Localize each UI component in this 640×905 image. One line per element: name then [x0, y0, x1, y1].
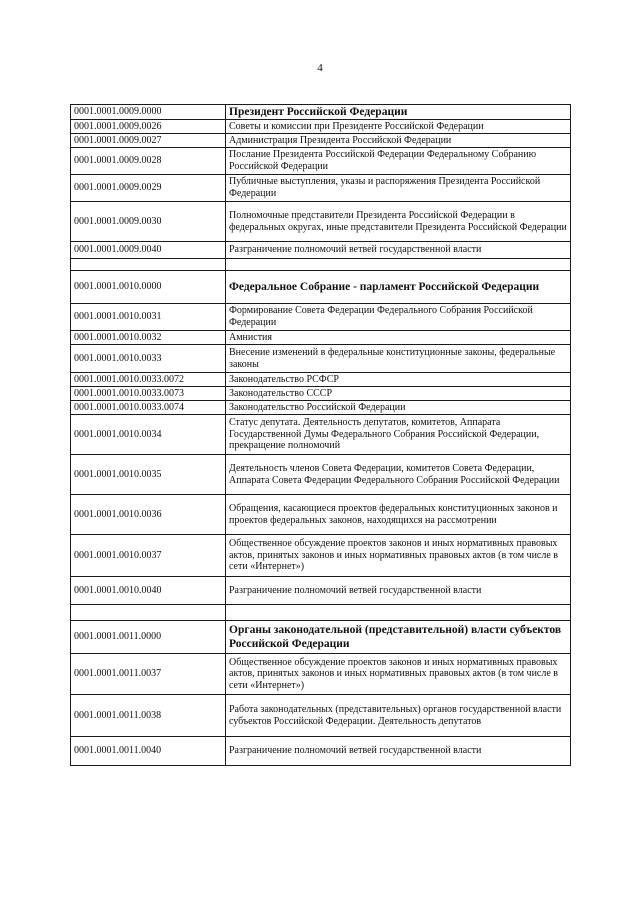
rubric-name: Деятельность членов Совета Федерации, комитетов Совета Федерации, Аппарата Совета Федерации Федерального Собрания Российской Федерации	[226, 455, 571, 495]
blank-row	[71, 259, 571, 271]
page-number: 4	[317, 62, 323, 74]
rubric-name: Разграничение полномочий ветвей государственной власти	[226, 242, 571, 259]
rubric-name	[226, 259, 571, 271]
rubric-code: 0001.0001.0010.0031	[71, 304, 226, 331]
table-row	[71, 737, 571, 766]
rubric-name: Работа законодательных (представительных) органов государственной власти субъектов Российской Федерации. Деятельность депутатов	[226, 695, 571, 737]
rubric-name: Обращения, касающиеся проектов федеральных конституционных законов и проектов федеральных законов, находящихся на рассмотрении	[226, 495, 571, 535]
rubric-code: 0001.0001.0011.0038	[71, 695, 226, 737]
rubric-code: 0001.0001.0009.0029	[71, 175, 226, 202]
rubric-code: 0001.0001.0009.0040	[71, 242, 226, 259]
rubric-code: 0001.0001.0010.0033.0074	[71, 401, 226, 415]
section-title: Президент Российской Федерации	[226, 105, 571, 120]
rubric-code: 0001.0001.0009.0027	[71, 134, 226, 148]
rubric-name: Законодательство РСФСР	[226, 373, 571, 387]
rubric-code: 0001.0001.0010.0033.0073	[71, 387, 226, 401]
rubric-name: Администрация Президента Российской Федерации	[226, 134, 571, 148]
table-row	[71, 304, 571, 331]
rubric-name: Общественное обсуждение проектов законов и иных нормативных правовых актов, принятых законов и иных нормативных правовых актов (в том числе в сети «Интернет»)	[226, 654, 571, 695]
table-row	[71, 455, 571, 495]
rubric-name: Амнистия	[226, 331, 571, 345]
table-row	[71, 577, 571, 605]
table-row	[71, 120, 571, 134]
rubric-name: Полномочные представители Президента Российской Федерации в федеральных округах, иные представители Президента Российской Федерации	[226, 202, 571, 242]
table-row	[71, 134, 571, 148]
rubric-code: 0001.0001.0009.0000	[71, 105, 226, 120]
rubric-name: Статус депутата. Деятельность депутатов, комитетов, Аппарата Государственной Думы Федерального Собрания Российской Федерации, прекращение полномочий	[226, 415, 571, 455]
rubric-name	[226, 605, 571, 621]
table-row	[71, 654, 571, 695]
rubric-code: 0001.0001.0010.0040	[71, 577, 226, 605]
rubric-code: 0001.0001.0010.0035	[71, 455, 226, 495]
section-title: Органы законодательной (представительной) власти субъектов Российской Федерации	[226, 621, 571, 654]
rubric-name: Формирование Совета Федерации Федерального Собрания Российской Федерации	[226, 304, 571, 331]
table-row	[71, 331, 571, 345]
section-heading-row	[71, 105, 571, 120]
rubric-name: Законодательство СССР	[226, 387, 571, 401]
rubric-table	[70, 104, 571, 766]
table-row	[71, 695, 571, 737]
rubric-code: 0001.0001.0009.0028	[71, 148, 226, 175]
table-row	[71, 535, 571, 577]
rubric-code: 0001.0001.0010.0033	[71, 345, 226, 373]
table-row	[71, 202, 571, 242]
table-row	[71, 242, 571, 259]
rubric-name: Послание Президента Российской Федерации Федеральному Собранию Российской Федерации	[226, 148, 571, 175]
table-row	[71, 387, 571, 401]
rubric-code: 0001.0001.0010.0032	[71, 331, 226, 345]
table-row	[71, 148, 571, 175]
section-heading-row	[71, 271, 571, 304]
rubric-code: 0001.0001.0010.0037	[71, 535, 226, 577]
rubric-code	[71, 605, 226, 621]
rubric-name: Разграничение полномочий ветвей государственной власти	[226, 737, 571, 766]
rubric-code: 0001.0001.0011.0037	[71, 654, 226, 695]
rubric-code: 0001.0001.0009.0026	[71, 120, 226, 134]
rubric-name: Общественное обсуждение проектов законов и иных нормативных правовых актов, принятых законов и иных нормативных правовых актов (в том числе в сети «Интернет»)	[226, 535, 571, 577]
rubric-code: 0001.0001.0010.0034	[71, 415, 226, 455]
table-row	[71, 373, 571, 387]
rubric-name: Внесение изменений в федеральные конституционные законы, федеральные законы	[226, 345, 571, 373]
rubric-name: Законодательство Российской Федерации	[226, 401, 571, 415]
blank-row	[71, 605, 571, 621]
rubric-code: 0001.0001.0010.0036	[71, 495, 226, 535]
rubric-code: 0001.0001.0010.0000	[71, 271, 226, 304]
rubric-code: 0001.0001.0011.0040	[71, 737, 226, 766]
section-heading-row	[71, 621, 571, 654]
rubric-name: Советы и комиссии при Президенте Российской Федерации	[226, 120, 571, 134]
rubric-code	[71, 259, 226, 271]
table-row	[71, 415, 571, 455]
table-row	[71, 495, 571, 535]
rubric-code: 0001.0001.0009.0030	[71, 202, 226, 242]
section-title: Федеральное Собрание - парламент Российской Федерации	[226, 271, 571, 304]
table-row	[71, 175, 571, 202]
table-row	[71, 401, 571, 415]
rubric-code: 0001.0001.0011.0000	[71, 621, 226, 654]
rubric-code: 0001.0001.0010.0033.0072	[71, 373, 226, 387]
table-row	[71, 345, 571, 373]
rubric-name: Разграничение полномочий ветвей государственной власти	[226, 577, 571, 605]
rubric-table-body	[71, 105, 571, 766]
rubric-name: Публичные выступления, указы и распоряжения Президента Российской Федерации	[226, 175, 571, 202]
